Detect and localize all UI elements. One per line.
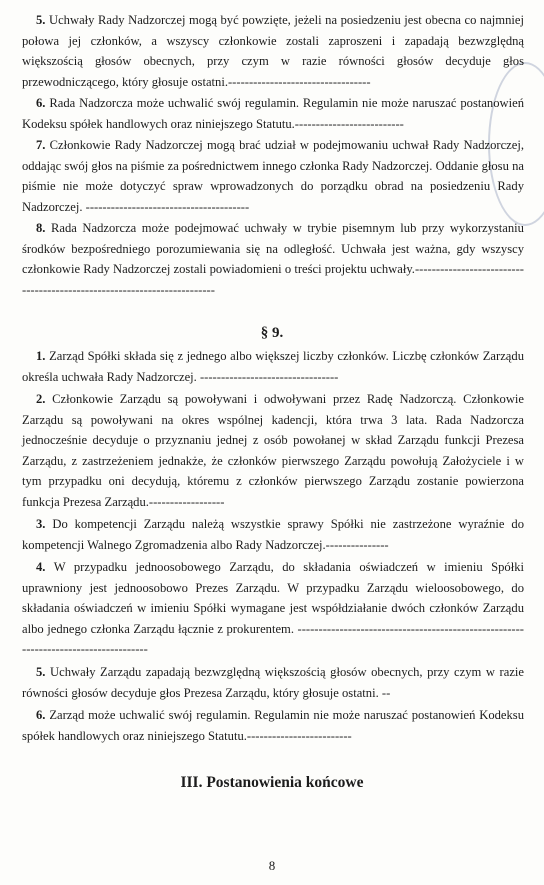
paragraph-number: 5.	[36, 13, 46, 27]
paragraph-5-zarzad	[22, 662, 524, 703]
paragraph-7-rn	[22, 135, 524, 217]
paragraph-5-rn	[22, 10, 524, 92]
paragraph-number: 5.	[36, 665, 46, 679]
paragraph-text: Zarząd może uchwalić swój regulamin. Regulamin nie może naruszać postanowień Kodeksu spółek handlowych oraz niniejszego Statutu.-------------------------	[22, 708, 525, 743]
paragraph-text: Uchwały Rady Nadzorczej mogą być powzięte, jeżeli na posiedzeniu jest obecna co najmniej połowa jej członków, a wszyscy członkowie zostali zaproszeni i zapadają bezwzględną większością głosów obecnych, przy czym w razie równości głosów decyduje głos przewodniczącego, który głosuje ostatni.----------------------------------	[22, 13, 524, 89]
paragraph-number: 7.	[36, 138, 46, 152]
paragraph-number: 3.	[36, 517, 46, 531]
paragraph-number: 4.	[36, 560, 46, 574]
paragraph-6-zarzad	[22, 705, 524, 746]
paragraph-text: Do kompetencji Zarządu należą wszystkie sprawy Spółki nie zastrzeżone wyraźnie do kompetencji Walnego Zgromadzenia albo Rady Nadzorczej.---------------	[22, 517, 524, 552]
paragraph-number: 6.	[36, 708, 46, 722]
paragraph-3-zarzad	[22, 514, 524, 555]
paragraph-8-rn	[22, 218, 524, 300]
paragraph-number: 6.	[36, 96, 46, 110]
chapter-heading: III. Postanowienia końcowe	[180, 774, 364, 791]
paragraph-text: Członkowie Rady Nadzorczej mogą brać udział w podejmowaniu uchwał Rady Nadzorczej, oddając swój głos na piśmie za pośrednictwem innego członka Rady Nadzorczej. Oddanie głosu na piśmie nie może dotyczyć spraw wprowadzonych do porządku obrad na posiedzeniu Rady Nadzorczej. ---------------------------------------	[22, 138, 524, 214]
paragraph-4-zarzad	[22, 557, 524, 660]
paragraph-number: 8.	[36, 221, 46, 235]
paragraph-text: W przypadku jednoosobowego Zarządu, do składania oświadczeń w imieniu Spółki uprawniony jest jednoosobowo Prezes Zarządu. W przypadku Zarządu wieloosobowego, do składania oświadczeń w imieniu Spółki wymagane jest współdziałanie dwóch członków Zarządu albo jednego członka Zarządu łącznie z prokurentem. ------------------------------------------------------------------------------------	[22, 560, 524, 657]
paragraph-text: Członkowie Zarządu są powoływani i odwoływani przez Radę Nadzorczą. Członkowie Zarządu są powoływani na okres wspólnej kadencji, która trwa 3 lata. Rada Nadzorcza jednocześnie decyduje o przyznaniu jednej z osób powołanej w skład Zarządu funkcji Prezesa Zarządu, z zastrzeżeniem jednakże, że członków pierwszego Zarządu powołują Założyciele i w tym przypadku oni decydują, któremu z członków pierwszego Zarządu zostanie powierzona funkcja Prezesa Zarządu.------------------	[22, 392, 524, 509]
paragraph-1-zarzad	[22, 346, 524, 387]
paragraph-text: Rada Nadzorcza może podejmować uchwały w trybie pisemnym lub przy wykorzystaniu środków bezpośredniego porozumiewania się na odległość. Uchwała jest ważna, gdy wszyscy członkowie Rady Nadzorczej zostali powiadomieni o treści projektu uchwały.------------------------------------------------------------------------	[22, 221, 524, 297]
paragraph-6-rn	[22, 93, 524, 134]
paragraph-number: 1.	[36, 349, 46, 363]
paragraph-text: Uchwały Zarządu zapadają bezwzględną większością głosów obecnych, przy czym w razie równości głosów decyduje głos Prezesa Zarządu, który głosuje ostatni. --	[22, 665, 525, 700]
paragraph-text: Rada Nadzorcza może uchwalić swój regulamin. Regulamin nie może naruszać postanowień Kodeksu spółek handlowych oraz niniejszego Statutu.--------------------------	[22, 96, 525, 131]
section-heading: § 9.	[260, 325, 284, 341]
paragraph-2-zarzad	[22, 389, 524, 513]
page-number: 8	[268, 858, 276, 873]
paragraph-text: Zarząd Spółki składa się z jednego albo większej liczby członków. Liczbę członków Zarządu określa uchwała Rady Nadzorczej. ---------------------------------	[22, 349, 524, 384]
paragraph-number: 2.	[36, 392, 46, 406]
